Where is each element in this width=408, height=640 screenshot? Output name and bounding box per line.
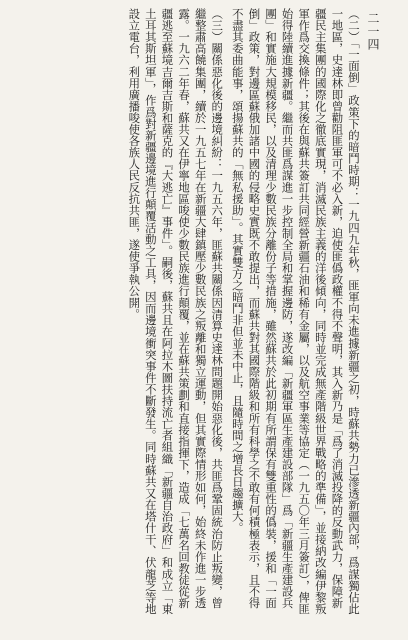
page-number: 二一四 bbox=[366, 12, 380, 51]
document-body bbox=[32, 8, 362, 620]
paragraph-two-face-policy: （二）「一面倒」政策下的暗鬥時期：一九四九年秋，匪軍向未進據新疆之初，時蘇共勢力已滲透新疆內部，爲謀獨佔此一地區，史達林即曾勸阻匪軍可不必入新，迫使匪僞政權不得不聲明，其入新乃是「爲了消滅投降的反動武力，保障新疆民主集團的國際化之徹底實現，消滅民族主義的洋後傾向，同時並完成無產階級世界戰略的準備」，並接納改編伊黎叛軍作爲交換條件；其後在與蘇共簽訂共同經營新疆石油和稀有金屬，以及航空事業等協定（一九五〇年三月簽訂），俾匪始得陸續進據新疆。繼而共匪爲謀進一步控制全局和掌握邊防，遂改編「新疆軍區生產建設部隊」爲「新疆生產建設兵團」和實施大規模移民，以及清理少數民族分離份子等措施，雖然蘇共於此初期有所謂保有雙重性的僞裝，援和「一面倒」政策，對邊區蘇俄加諸中國的侵略史實既不敢提出，而蘇共對其國際階級和所有科學之不敢有何積極表示，且不得不盡其委曲能事，頌揚蘇共的「無私援助」。其實雙方之暗鬥非但並未中止，且隨時間之增長日趨擴大。 bbox=[230, 8, 361, 615]
paragraph-border-disputes: （三）關係惡化後的邊境糾紛：一九五六年，匪蘇共關係因清算史達林問題開始惡化後，共匪爲鞏固統治防止叛變，曾繼整肅高饒集團，續於一九五七年在新疆大肆鎮壓少數民族之叛離和獨立運動，但其實際情形如何，始終未作進一步透露。一九六二年春，蘇共又在伊寧地區唆使少數民族進行顛覆，並在蘇共策劃和直接指揮下，造成「七萬名回教徒從新疆逃至蘇境吉爾吉斯和薩克的『大逃亡』事件」。嗣後，蘇共且在阿拉木圖扶持流亡者組織「新疆自治政府」和成立「東土耳其斯坦軍」，作爲對新疆邊境進行顛覆活動之工具，因而邊境衝突事件不斷發生。同時蘇共又在塔什干、伏龍芝等地設立電台，利用廣播唆使各族人民反抗共匪，遂使爭執公開。 bbox=[127, 8, 225, 615]
